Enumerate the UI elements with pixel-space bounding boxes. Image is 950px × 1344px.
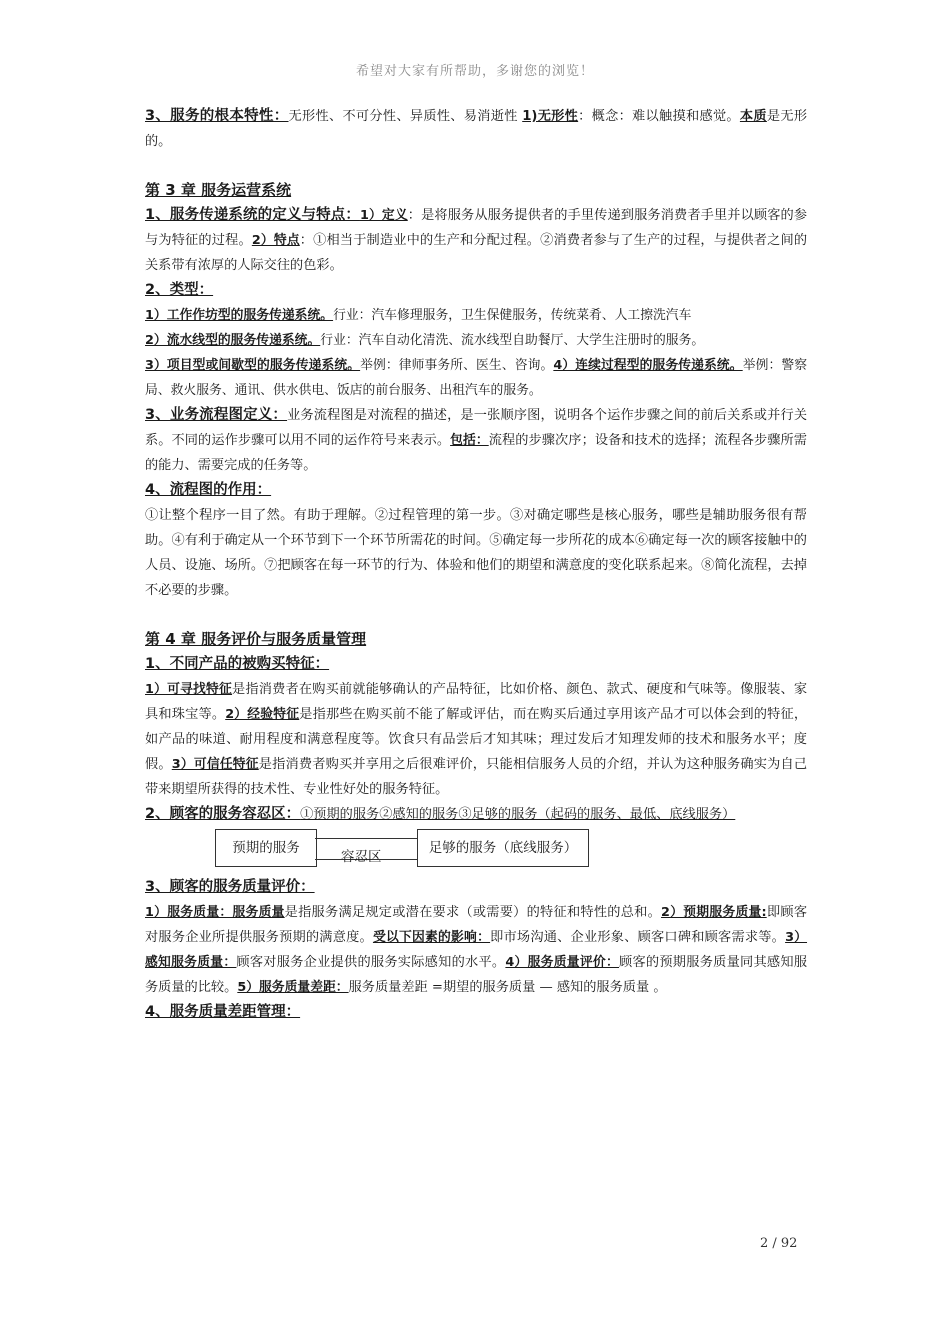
- type-item-1: 1）工作作坊型的服务传递系统。行业：汽车修理服务，卫生保健服务，传统菜肴、人工擦洗汽车: [145, 308, 692, 323]
- type-item-2: 2）流水线型的服务传递系统。行业：汽车自动化清洗、流水线型自助餐厅、大学生注册时的服务。: [145, 333, 705, 348]
- keyword: 1）服务质量：服务质量: [145, 905, 285, 920]
- document-body: [145, 104, 807, 1025]
- keyword: 包括：: [450, 433, 489, 448]
- page-header: 希望对大家有所帮助，多谢您的浏览！: [355, 64, 594, 79]
- tolerance-zone-paragraph: 2、顾客的服务容忍区：①预期的服务②感知的服务③足够的服务（起码的服务、最低、底线服务）: [145, 806, 736, 822]
- chapter-3-title: 第 3 章 服务运营系统: [145, 181, 292, 199]
- adequate-service-box: 足够的服务（底线服务）: [417, 829, 589, 867]
- chapter-4-title: 第 4 章 服务评价与服务质量管理: [145, 630, 367, 648]
- expected-service-box: 预期的服务: [215, 829, 317, 867]
- purchase-features-paragraph: 1）可寻找特征是指消费者在购买前就能够确认的产品特征，比如价格、颜色、款式、硬度和气味等。像服装、家具和珠宝等。2）经验特征是指那些在购买前不能了解或评估，而在购买后通过享用该产品才可以体会到的特征，如产品的味道、耐用程度和满意程度等。饮食只有品尝后才知其味；理过发后才知理发师的技术和服务水平；度假。3）可信任特征是指消费者购买并享用之后很难评价，只能相信服务人员的介绍，并认为这种服务确实为自己带来期望所获得的技术性、专业性好处的服务特征。: [145, 682, 808, 797]
- page-number: 2 / 92: [760, 1236, 798, 1251]
- section-heading: 1、服务传递系统的定义与特点：: [145, 207, 360, 223]
- tolerance-zone-label: 容忍区: [341, 849, 382, 865]
- flowchart-role-heading-row: [145, 478, 807, 503]
- keyword: 3）可信任特征: [171, 757, 259, 772]
- section-heading: 1、不同产品的被购买特征：: [145, 656, 330, 672]
- basic-characteristics-paragraph: 3、服务的根本特性：无形性、不可分性、异质性、易消逝性 1)无形性：概念：难以触摸和感觉。本质是无形的。: [145, 108, 808, 149]
- section-heading: 4、流程图的作用：: [145, 482, 272, 498]
- types-heading-row: [145, 278, 807, 303]
- keyword: 受以下因素的影响：: [372, 930, 491, 945]
- section-heading: 2、类型：: [145, 282, 214, 298]
- keyword: 1)无形性: [522, 109, 579, 124]
- delivery-system-paragraph: 1、服务传递系统的定义与特点：1）定义：是将服务从服务提供者的手里传递到服务消费者手里并以顾客的参与为特征的过程。2）特点：①相当于制造业中的生产和分配过程。②消费者参与了生产的过程，与提供者之间的关系带有浓厚的人际交往的色彩。: [145, 207, 808, 273]
- section-heading: 3、顾客的服务质量评价：: [145, 879, 315, 895]
- keyword: 本质: [739, 109, 767, 124]
- keyword: 2）特点: [251, 233, 300, 248]
- quality-evaluation-paragraph: 1）服务质量：服务质量是指服务满足规定或潜在要求（或需要）的特征和特性的总和。2）预期服务质量:即顾客对服务企业所提供服务预期的满意度。受以下因素的影响：即市场沟通、企业形象、顾客口碑和顾客需求等。3）感知服务质量：顾客对服务企业提供的服务实际感知的水平。4）服务质量评价：顾客的预期服务质量同其感知服务质量的比较。5）服务质量差距：服务质量差距 =期望的服务质量 — 感知的服务质量 。: [145, 905, 808, 995]
- keyword: 3）感知服务质量：: [145, 930, 808, 970]
- section-heading: 3、业务流程图定义：: [145, 407, 288, 423]
- flowchart-role-paragraph: ①让整个程序一目了然。有助于理解。②过程管理的第一步。③对确定哪些是核心服务，哪些是辅助服务很有帮助。④有利于确定从一个环节到下一个环节所需花的时间。⑤确定每一步所花的成本⑥确定每一次的顾客接触中的人员、设施、场所。⑦把顾客在每一环节的行为、体验和他们的期望和满意度的变化联系起来。⑧简化流程，去掉不必要的步骤。: [145, 508, 807, 598]
- keyword: 4）服务质量评价：: [505, 955, 619, 970]
- tolerance-zone-diagram: [145, 829, 807, 871]
- flowchart-definition-paragraph: 3、业务流程图定义：业务流程图是对流程的描述，是一张顺序图，说明各个运作步骤之间的前后关系或并行关系。不同的运作步骤可以用不同的运作符号来表示。包括：流程的步骤次序；设备和技术的选择；流程各步骤所需的能力、需要完成的任务等。: [145, 407, 808, 473]
- tolerance-line: [315, 838, 417, 839]
- section-heading: 4、服务质量差距管理：: [145, 1004, 301, 1020]
- gap-management-heading-row: [145, 1000, 807, 1025]
- keyword: 2）经验特征: [225, 707, 300, 722]
- keyword: 1）定义: [359, 208, 408, 223]
- type-item-3-4: 3）项目型或间歇型的服务传递系统。举例：律师事务所、医生、咨询。4）连续过程型的服务传递系统。举例：警察局、救火服务、通讯、供水供电、饭店的前台服务、出租汽车的服务。: [145, 358, 808, 398]
- purchase-features-heading-row: [145, 652, 807, 677]
- keyword: 5）服务质量差距：: [237, 980, 349, 995]
- keyword: 1）可寻找特征: [145, 682, 233, 697]
- keyword: 2）预期服务质量:: [661, 905, 767, 920]
- quality-evaluation-heading-row: [145, 875, 807, 900]
- section-heading: 3、服务的根本特性：: [145, 108, 289, 124]
- section-heading: 2、顾客的服务容忍区：: [145, 806, 301, 822]
